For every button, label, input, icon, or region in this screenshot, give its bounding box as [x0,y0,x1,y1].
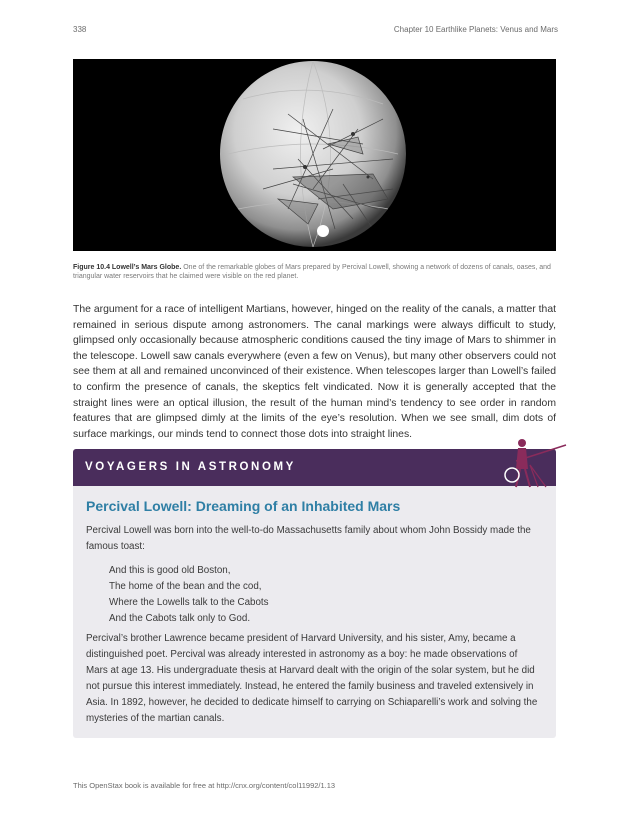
page-number: 338 [73,25,87,34]
voyagers-feature-box [73,449,556,738]
caption-text: One of the remarkable globes of Mars prepared by Percival Lowell, showing a network of dozens of canals, oases, and triangular water reservoirs that he claimed were visible on the red planet. [73,264,551,280]
mars-globe-figure [73,59,556,251]
mars-globe-image [73,59,556,251]
page-footer: This OpenStax book is available for free at http://cnx.org/content/col11992/1.13 [73,781,336,790]
poem-line: Where the Lowells talk to the Cabots [109,597,269,608]
poem-line: And the Cabots talk only to God. [109,613,251,624]
bossidy-poem [109,563,269,627]
poem-line: The home of the bean and the cod, [109,581,262,592]
feature-paragraph: Percival’s brother Lawrence became president of Harvard University, and his sister, Amy, became a distinguished poet. Percival was already interested in astronomy as a boy: he made observations of Mars at age 13. His undergraduate thesis at Harvard dealt with the origin of the solar system, but he did not pursue this interest immediately. Instead, he entered the family business and traveled extensively in Asia. In 1892, however, he decided to dedicate himself to carrying on Schiaparelli’s work and solving the mysteries of the martian canals. [86,633,538,724]
caption-label: Figure 10.4 Lowell’s Mars Globe. [73,264,182,271]
feature-header-bar [73,449,556,486]
figure-caption [73,263,553,281]
feature-label: VOYAGERS IN ASTRONOMY [85,461,296,473]
running-header: Chapter 10 Earthlike Planets: Venus and Mars [393,25,558,34]
body-paragraph: The argument for a race of intelligent Martians, however, hinged on the reality of the canals, a matter that remained in serious dispute among astronomers. The canal markings were always difficult to study, glimpsed only occasionally because atmospheric conditions caused the tiny image of Mars to shimmer in the telescope. Lowell saw canals everywhere (even a few on Venus), but many other observers could not see them at all and remained unconvinced of their existence. When telescopes larger than Lowell’s failed to confirm the presence of canals, the skeptics felt vindicated. Now it is generally accepted that the straight lines were an optical illusion, the result of the human mind’s tendency to see order in random features that are glimpsed dimly at the limits of the eye’s resolution. When we see small, dim dots of surface markings, our minds tend to connect those dots into straight lines. [73,304,556,440]
feature-intro: Percival Lowell was born into the well-to-do Massachusetts family about whom John Bossidy made the famous toast: [86,525,531,552]
poem-line: And this is good old Boston, [109,565,231,576]
feature-title: Percival Lowell: Dreaming of an Inhabited Mars [86,498,401,514]
astronomer-telescope-icon [498,435,568,491]
